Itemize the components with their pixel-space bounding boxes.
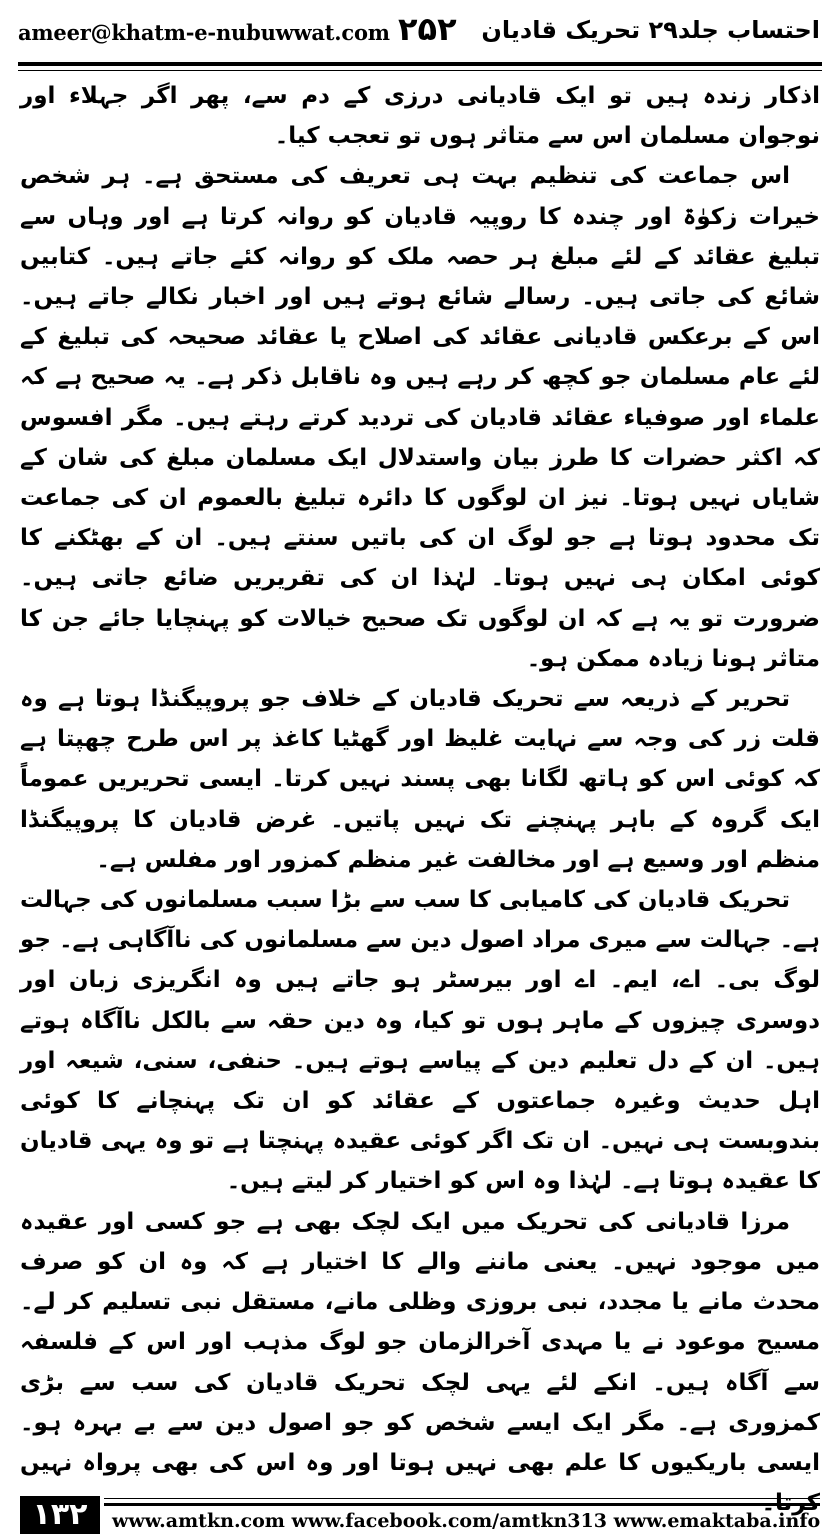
paragraph-4: تحریک قادیان کی کامیابی کا سب سے بڑا سبب مسلمانوں کی جہالت ہے۔ جہالت سے میری مراد اصول دین سے مسلمانوں کی ناآگاہی ہے۔ جو لوگ بی۔ اے، ایم۔ اے اور بیرسٹر ہو جاتے ہیں وہ انگریزی زبان اور دوسری چیزوں کے ماہر ہوں تو کیا، وہ دین حقہ سے بالکل ناآگاہ ہوتے ہیں۔ ان کے دل تعلیم دین کے پیاسے ہوتے ہیں۔ حنفی، سنی، شیعہ اور اہل حدیث وغیرہ جماعتوں کے عقائد کو ان تک پہنچانے کا کوئی بندوبست ہی نہیں۔ ان تک اگر کوئی عقیدہ پہنچتا ہے تو وہ یہی قادیان کا عقیدہ ہوتا ہے۔ لہٰذا وہ اس کو اختیار کر لیتے ہیں۔ bbox=[20, 887, 820, 1195]
paragraph-2: اس جماعت کی تنظیم بہت ہی تعریف کی مستحق ہے۔ ہر شخص خیرات زکوٰۃ اور چندہ کا روپیہ قادیان کو روانہ کرتا ہے اور وہاں سے تبلیغ عقائد کے لئے مبلغ ہر حصہ ملک کو روانہ کئے جاتے ہیں۔ کتابیں شائع کی جاتی ہیں۔ رسالے شائع ہوتے ہیں اور اخبار نکالے جاتے ہیں۔ اس کے برعکس قادیانی عقائد کی اصلاح یا عقائد صحیحہ کی تبلیغ کے لئے عام مسلمان جو کچھ کر رہے ہیں وہ ناقابل ذکر ہے۔ یہ صحیح ہے کہ علماء اور صوفیاء عقائد قادیان کی تردید کرتے رہتے ہیں۔ مگر افسوس کہ اکثر حضرات کا طرز بیان واستدلال ایک مسلمان مبلغ کی شان کے شایاں نہیں ہوتا۔ نیز ان لوگوں کا دائرہ تبلیغ بالعموم ان کی جماعت تک محدود ہوتا ہے جو لوگ ان کی باتیں سنتے ہیں۔ ان کے بھٹکنے کا کوئی امکان ہی نہیں ہوتا۔ لہٰذا ان کی تقریریں ضائع جاتی ہیں۔ ضرورت تو یہ ہے کہ ان لوگوں تک صحیح خیالات کو پہنچایا جائے جن کا متاثر ہونا زیادہ ممکن ہو۔ bbox=[20, 163, 820, 672]
footer-page-number: ۱۳۲ bbox=[20, 1496, 100, 1534]
paragraph-3: تحریر کے ذریعہ سے تحریک قادیان کے خلاف جو پروپیگنڈا ہوتا ہے وہ قلت زر کی وجہ سے نہایت غلیظ اور گھٹیا کاغذ پر اس طرح چھپتا ہے کہ کوئی اس کو ہاتھ لگانا بھی پسند نہیں کرتا۔ ایسی تحریریں عموماً ایک گروہ کے باہر پہنچنے تک نہیں پاتیں۔ غرض قادیان کا پروپیگنڈا منظم اور وسیع ہے اور مخالفت غیر منظم کمزور اور مفلس ہے۔ bbox=[20, 686, 820, 873]
page-header bbox=[18, 8, 820, 58]
paragraph-5: مرزا قادیانی کی تحریک میں ایک لچک بھی ہے جو کسی اور عقیدہ میں موجود نہیں۔ یعنی ماننے والے کا اختیار ہے کہ وہ ان کو صرف محدث مانے یا مجدد، نبی بروزی وظلی مانے، مستقل نبی تسلیم کر لے۔ مسیح موعود نے یا مہدی آخرالزمان جو لوگ مذہب اور اس کے فلسفہ سے آگاہ ہیں۔ انکے لئے یہی لچک تحریک قادیان کی سب سے بڑی کمزوری ہے۔ مگر ایک ایسے شخص کو جو اصول دین سے بے بہرہ ہو۔ ایسی باریکیوں کا علم بھی نہیں ہوتا اور وہ اس کی بھی پرواہ نہیں کرتا۔ bbox=[20, 1208, 820, 1517]
header-rule-thick bbox=[18, 62, 822, 66]
header-email: ameer@khatm-e-nubuwwat.com bbox=[18, 20, 390, 45]
paragraph-1: اذکار زندہ ہیں تو ایک قادیانی درزی کے دم سے، پھر اگر جہلاء اور نوجوان مسلمان اس سے متاثر ہوں تو تعجب کیا۔ bbox=[20, 83, 820, 150]
header-rule-thin bbox=[18, 70, 822, 71]
footer-rule-thick bbox=[104, 1503, 820, 1506]
header-title: احتساب جلد۲۹ تحریک قادیان bbox=[481, 16, 820, 44]
footer-rule-thin bbox=[104, 1498, 820, 1499]
header-page-number: ۲۵۲ bbox=[398, 10, 457, 48]
footer-urls: www.amtkn.com www.facebook.com/amtkn313 www.emaktaba.info bbox=[112, 1510, 821, 1532]
page-footer bbox=[0, 1494, 840, 1540]
